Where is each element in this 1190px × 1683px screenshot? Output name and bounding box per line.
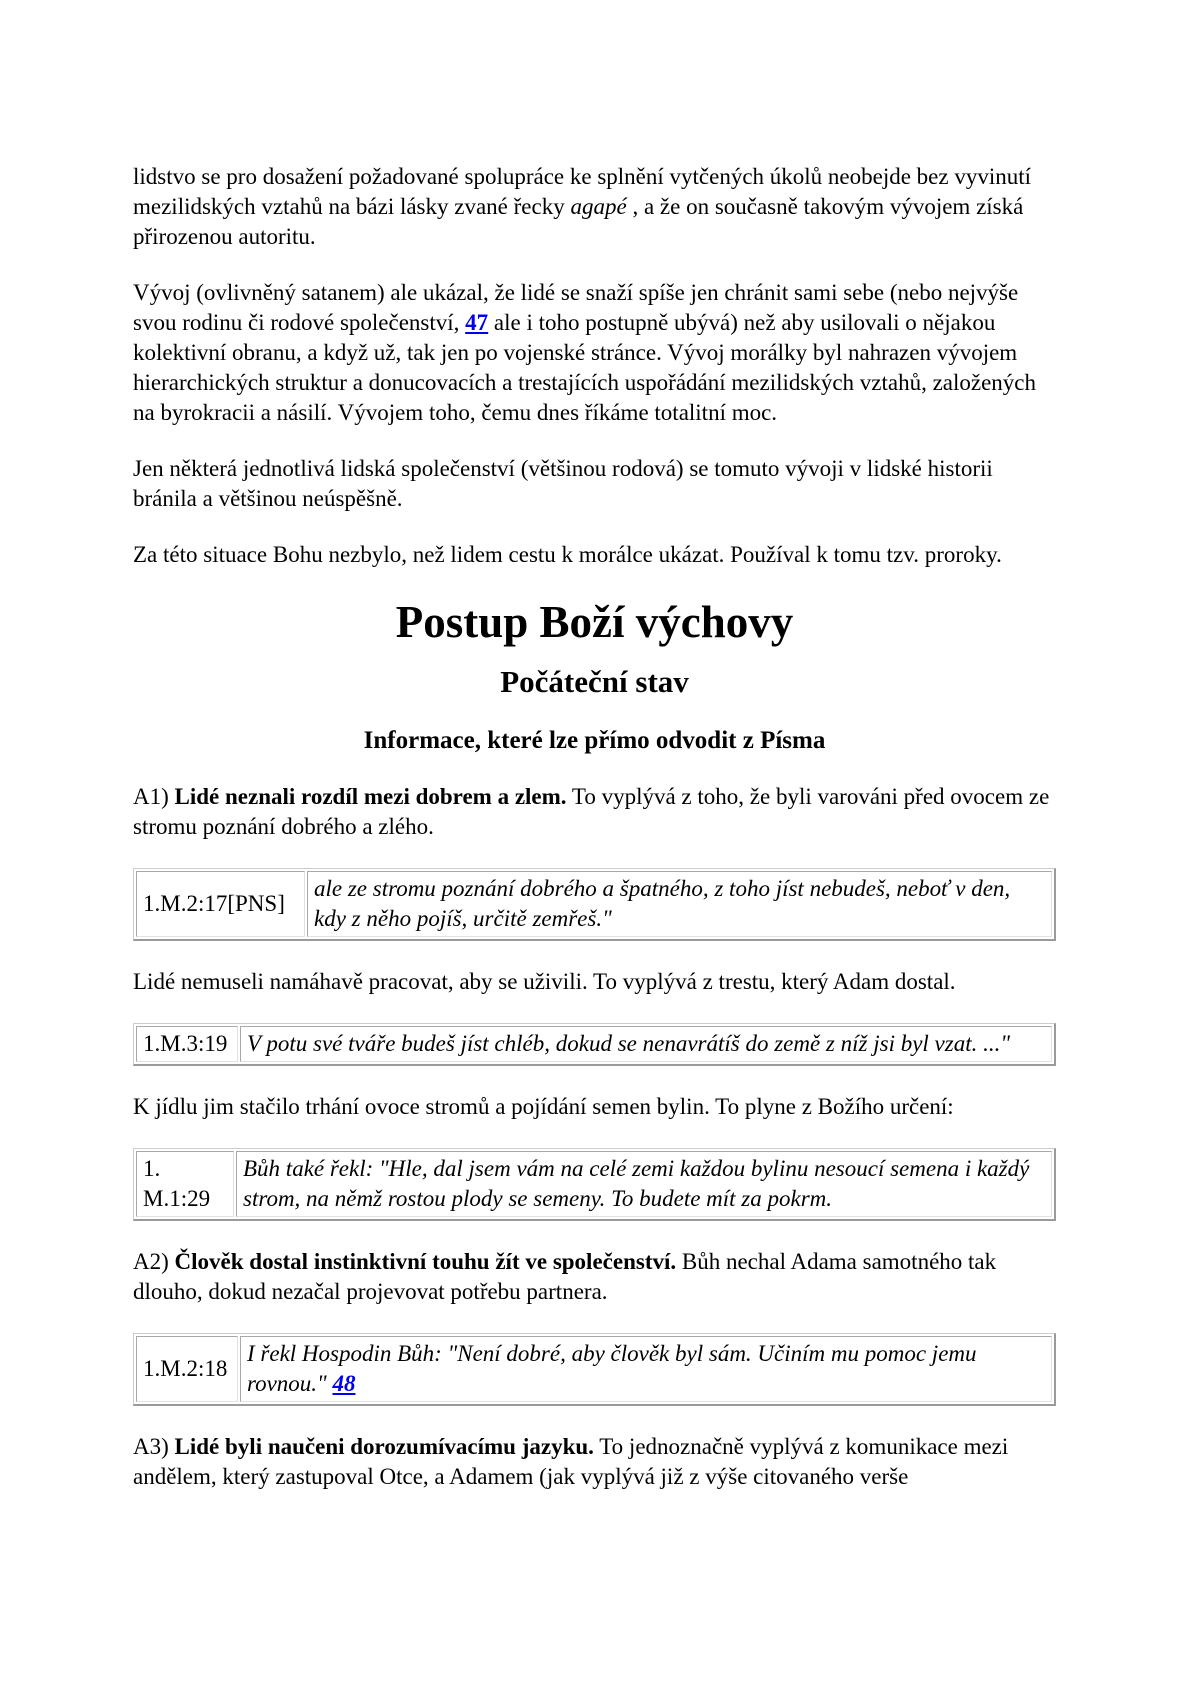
- intro-paragraph-2-text: Vývoj (ovlivněný satanem) ale ukázal, že lidé se snaží spíše jen chránit sami sebe (nebo nejvýše svou rodinu či rodové společenství,: [133, 280, 1019, 335]
- table-row: [136, 1026, 1052, 1062]
- verse-table-4: [133, 1333, 1056, 1406]
- subsection-title: Informace, které lze přímo odvodit z Písma: [363, 727, 826, 754]
- section-title: Počáteční stav: [500, 664, 689, 699]
- intro-paragraph-2-tail: ale i toho postupně ubývá) než aby usilovali o nějakou kolektivní obranu, a když už, tak jen po vojenské stránce. Vývoj morálky byl nahrazen vývojem hierarchických struktur a donucovacích a trestajících uspořádání mezilidských vztahů, založených na byrokracii a násilí. Vývojem toho, čemu dnes říkáme totalitní moc.: [133, 310, 1037, 425]
- verse-reference: 1.M.2:18: [136, 1336, 238, 1402]
- point-a3-number: A3): [133, 1434, 175, 1459]
- between-paragraph-2: K jídlu jim stačilo trhání ovoce stromů a pojídání semen bylin. To plyne z Božího určení:: [133, 1094, 954, 1119]
- footnote-link-47[interactable]: 47: [465, 310, 489, 335]
- point-a1-statement: Lidé neznali rozdíl mezi dobrem a zlem.: [174, 784, 567, 809]
- intro-paragraph-1-tail: , a že on současně takovým vývojem získá přirozenou autoritu.: [133, 194, 1024, 249]
- verse-quote-text: V potu své tváře budeš jíst chléb, dokud se nenavrátíš do země z níž jsi byl vzat. ...": [240, 1026, 1052, 1062]
- point-a3-explanation: To jednoznačně vyplývá z komunikace mezi andělem, který zastupoval Otce, a Adamem (jak vyplývá již z výše citovaného verše: [133, 1434, 1009, 1489]
- point-a2-paragraph: [133, 1247, 1056, 1307]
- table-row: [136, 1151, 1052, 1217]
- point-a1-explanation: To vyplývá z toho, že byli varováni před ovocem ze stromu poznání dobrého a zlého.: [133, 784, 1050, 839]
- greek-term-agape: agapé: [570, 194, 627, 219]
- intro-paragraph-3: Jen některá jednotlivá lidská společenství (většinou rodová) se tomuto vývoji v lidské historii bránila a většinou neúspěšně.: [133, 456, 993, 511]
- point-a1-paragraph: [133, 782, 1056, 842]
- point-a2-number: A2): [133, 1249, 175, 1274]
- verse-reference: 1.M.3:19: [136, 1026, 238, 1062]
- verse-reference: 1. M.1:29: [136, 1151, 234, 1217]
- verse-reference: 1.M.2:17[PNS]: [136, 871, 305, 937]
- verse-table-3: [133, 1148, 1056, 1221]
- table-row: [136, 1336, 1052, 1402]
- page-title: Postup Boží výchovy: [395, 597, 794, 647]
- between-paragraph-1: Lidé nemuseli namáhavě pracovat, aby se uživili. To vyplývá z trestu, který Adam dostal.: [133, 969, 956, 994]
- intro-paragraph-1-text: lidstvo se pro dosažení požadované spolupráce ke splnění vytčených úkolů neobejde bez vyvinutí mezilidských vztahů na bázi lásky zvané řecky: [133, 164, 1032, 219]
- intro-paragraph-1: [133, 162, 1056, 252]
- verse-table-2: [133, 1023, 1056, 1066]
- verse-quote-text-span: I řekl Hospodin Bůh: "Není dobré, aby člověk byl sám. Učiním mu pomoc jemu rovnou.": [247, 1341, 977, 1396]
- point-a3-paragraph: [133, 1432, 1056, 1492]
- point-a1-number: A1): [133, 784, 175, 809]
- verse-quote-text: Bůh také řekl: "Hle, dal jsem vám na celé zemi každou bylinu nesoucí semena i každý strom, na němž rostou plody se semeny. To budete mít za pokrm.: [236, 1151, 1052, 1217]
- footnote-link-48[interactable]: 48: [332, 1371, 356, 1396]
- verse-quote-text: [240, 1336, 1052, 1402]
- point-a2-statement: Člověk dostal instinktivní touhu žít ve společenství.: [174, 1249, 677, 1274]
- table-row: [136, 871, 1052, 937]
- intro-paragraph-4: Za této situace Bohu nezbylo, než lidem cestu k morálce ukázat. Používal k tomu tzv. proroky.: [133, 542, 1002, 567]
- point-a3-statement: Lidé byli naučeni dorozumívacímu jazyku.: [174, 1434, 594, 1459]
- verse-quote-text: ale ze stromu poznání dobrého a špatného, z toho jíst nebudeš, neboť v den, kdy z něho pojíš, určitě zemřeš.": [307, 871, 1052, 937]
- point-a2-explanation: Bůh nechal Adama samotného tak dlouho, dokud nezačal projevovat potřebu partnera.: [133, 1249, 997, 1304]
- verse-table-1: [133, 868, 1056, 941]
- intro-paragraph-2: [133, 278, 1056, 428]
